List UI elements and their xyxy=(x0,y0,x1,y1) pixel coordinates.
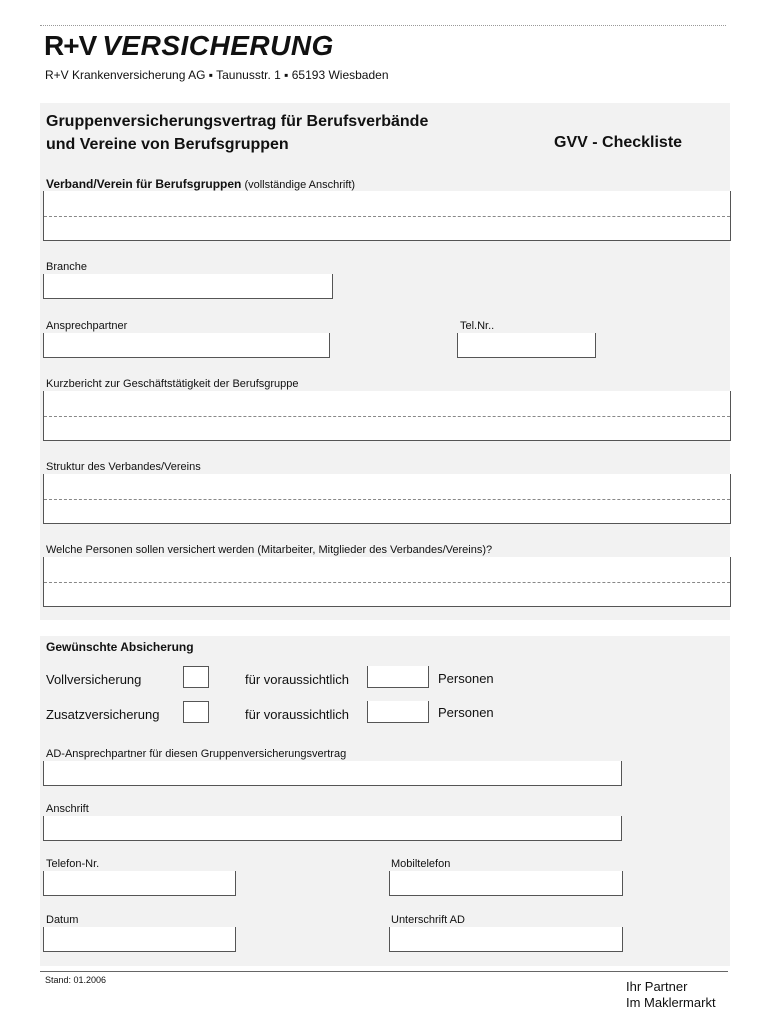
ad-field[interactable] xyxy=(43,761,622,786)
verband-label-bold: Verband/Verein für Berufsgruppen xyxy=(46,177,242,191)
datum-field[interactable] xyxy=(43,927,236,952)
top-rule xyxy=(40,25,726,26)
zusatz-personen-label: Personen xyxy=(438,705,494,720)
form-title-line2: und Vereine von Berufsgruppen xyxy=(46,136,289,153)
partner-tagline xyxy=(626,979,716,1011)
voll-personen-label: Personen xyxy=(438,671,494,686)
absicherung-heading-text: Gewünschte Absicherung xyxy=(46,640,194,654)
unterschrift-field[interactable] xyxy=(389,927,623,952)
ad-label: AD-Ansprechpartner für diesen Gruppenversicherungsvertrag xyxy=(46,748,347,760)
zusatz-fuer-label: für voraussichtlich xyxy=(245,707,350,722)
footer-rule xyxy=(40,971,728,972)
personen-versichert-field[interactable] xyxy=(43,557,731,607)
ansprechpartner-label: Ansprechpartner xyxy=(46,320,128,332)
logo-word: VERSICHERUNG xyxy=(102,30,334,61)
branche-label: Branche xyxy=(46,261,87,273)
absicherung-heading xyxy=(46,640,194,654)
mobil-field[interactable] xyxy=(389,871,623,896)
branche-field[interactable] xyxy=(43,274,333,299)
datum-label: Datum xyxy=(46,914,79,926)
verband-hint: (vollständige Anschrift) xyxy=(244,179,356,191)
voll-personen-field[interactable] xyxy=(367,666,429,688)
telnr-label: Tel.Nr.. xyxy=(460,320,495,332)
telnr-field[interactable] xyxy=(457,333,596,358)
struktur-label: Struktur des Verbandes/Vereins xyxy=(46,461,201,473)
logo-mark: R+V xyxy=(44,30,97,61)
form-title-line1: Gruppenversicherungsvertrag für Berufsverbände xyxy=(46,113,429,130)
kurzbericht-label: Kurzbericht zur Geschäftstätigkeit der Berufsgruppe xyxy=(46,378,299,390)
voll-checkbox[interactable] xyxy=(183,666,209,688)
anschrift-label: Anschrift xyxy=(46,803,89,815)
company-address: R+V Krankenversicherung AG ▪ Taunusstr. 1 ▪ 65193 Wiesbaden xyxy=(45,68,389,82)
mobil-label: Mobiltelefon xyxy=(391,858,451,870)
form-title xyxy=(46,110,428,156)
voll-label: Vollversicherung xyxy=(46,672,142,687)
doc-code: GVV - Checkliste xyxy=(554,134,683,151)
unterschrift-label: Unterschrift AD xyxy=(391,914,465,926)
verband-field[interactable] xyxy=(43,191,731,241)
zusatz-checkbox[interactable] xyxy=(183,701,209,723)
kurzbericht-field[interactable] xyxy=(43,391,731,441)
personen-versichert-label: Welche Personen sollen versichert werden (Mitarbeiter, Mitglieder des Verbandes/Vereins)? xyxy=(46,544,493,556)
struktur-field[interactable] xyxy=(43,474,731,524)
company-logo xyxy=(44,30,334,62)
zusatz-label: Zusatzversicherung xyxy=(46,707,160,722)
stand-date: Stand: 01.2006 xyxy=(45,975,107,985)
partner-line1: Ihr Partner xyxy=(626,979,688,994)
partner-line2: Im Maklermarkt xyxy=(626,995,716,1010)
zusatz-personen-field[interactable] xyxy=(367,701,429,723)
anschrift-field[interactable] xyxy=(43,816,622,841)
voll-fuer-label: für voraussichtlich xyxy=(245,672,350,687)
telefon-field[interactable] xyxy=(43,871,236,896)
telefon-label: Telefon-Nr. xyxy=(46,858,100,870)
ansprechpartner-field[interactable] xyxy=(43,333,330,358)
verband-label xyxy=(46,177,355,191)
